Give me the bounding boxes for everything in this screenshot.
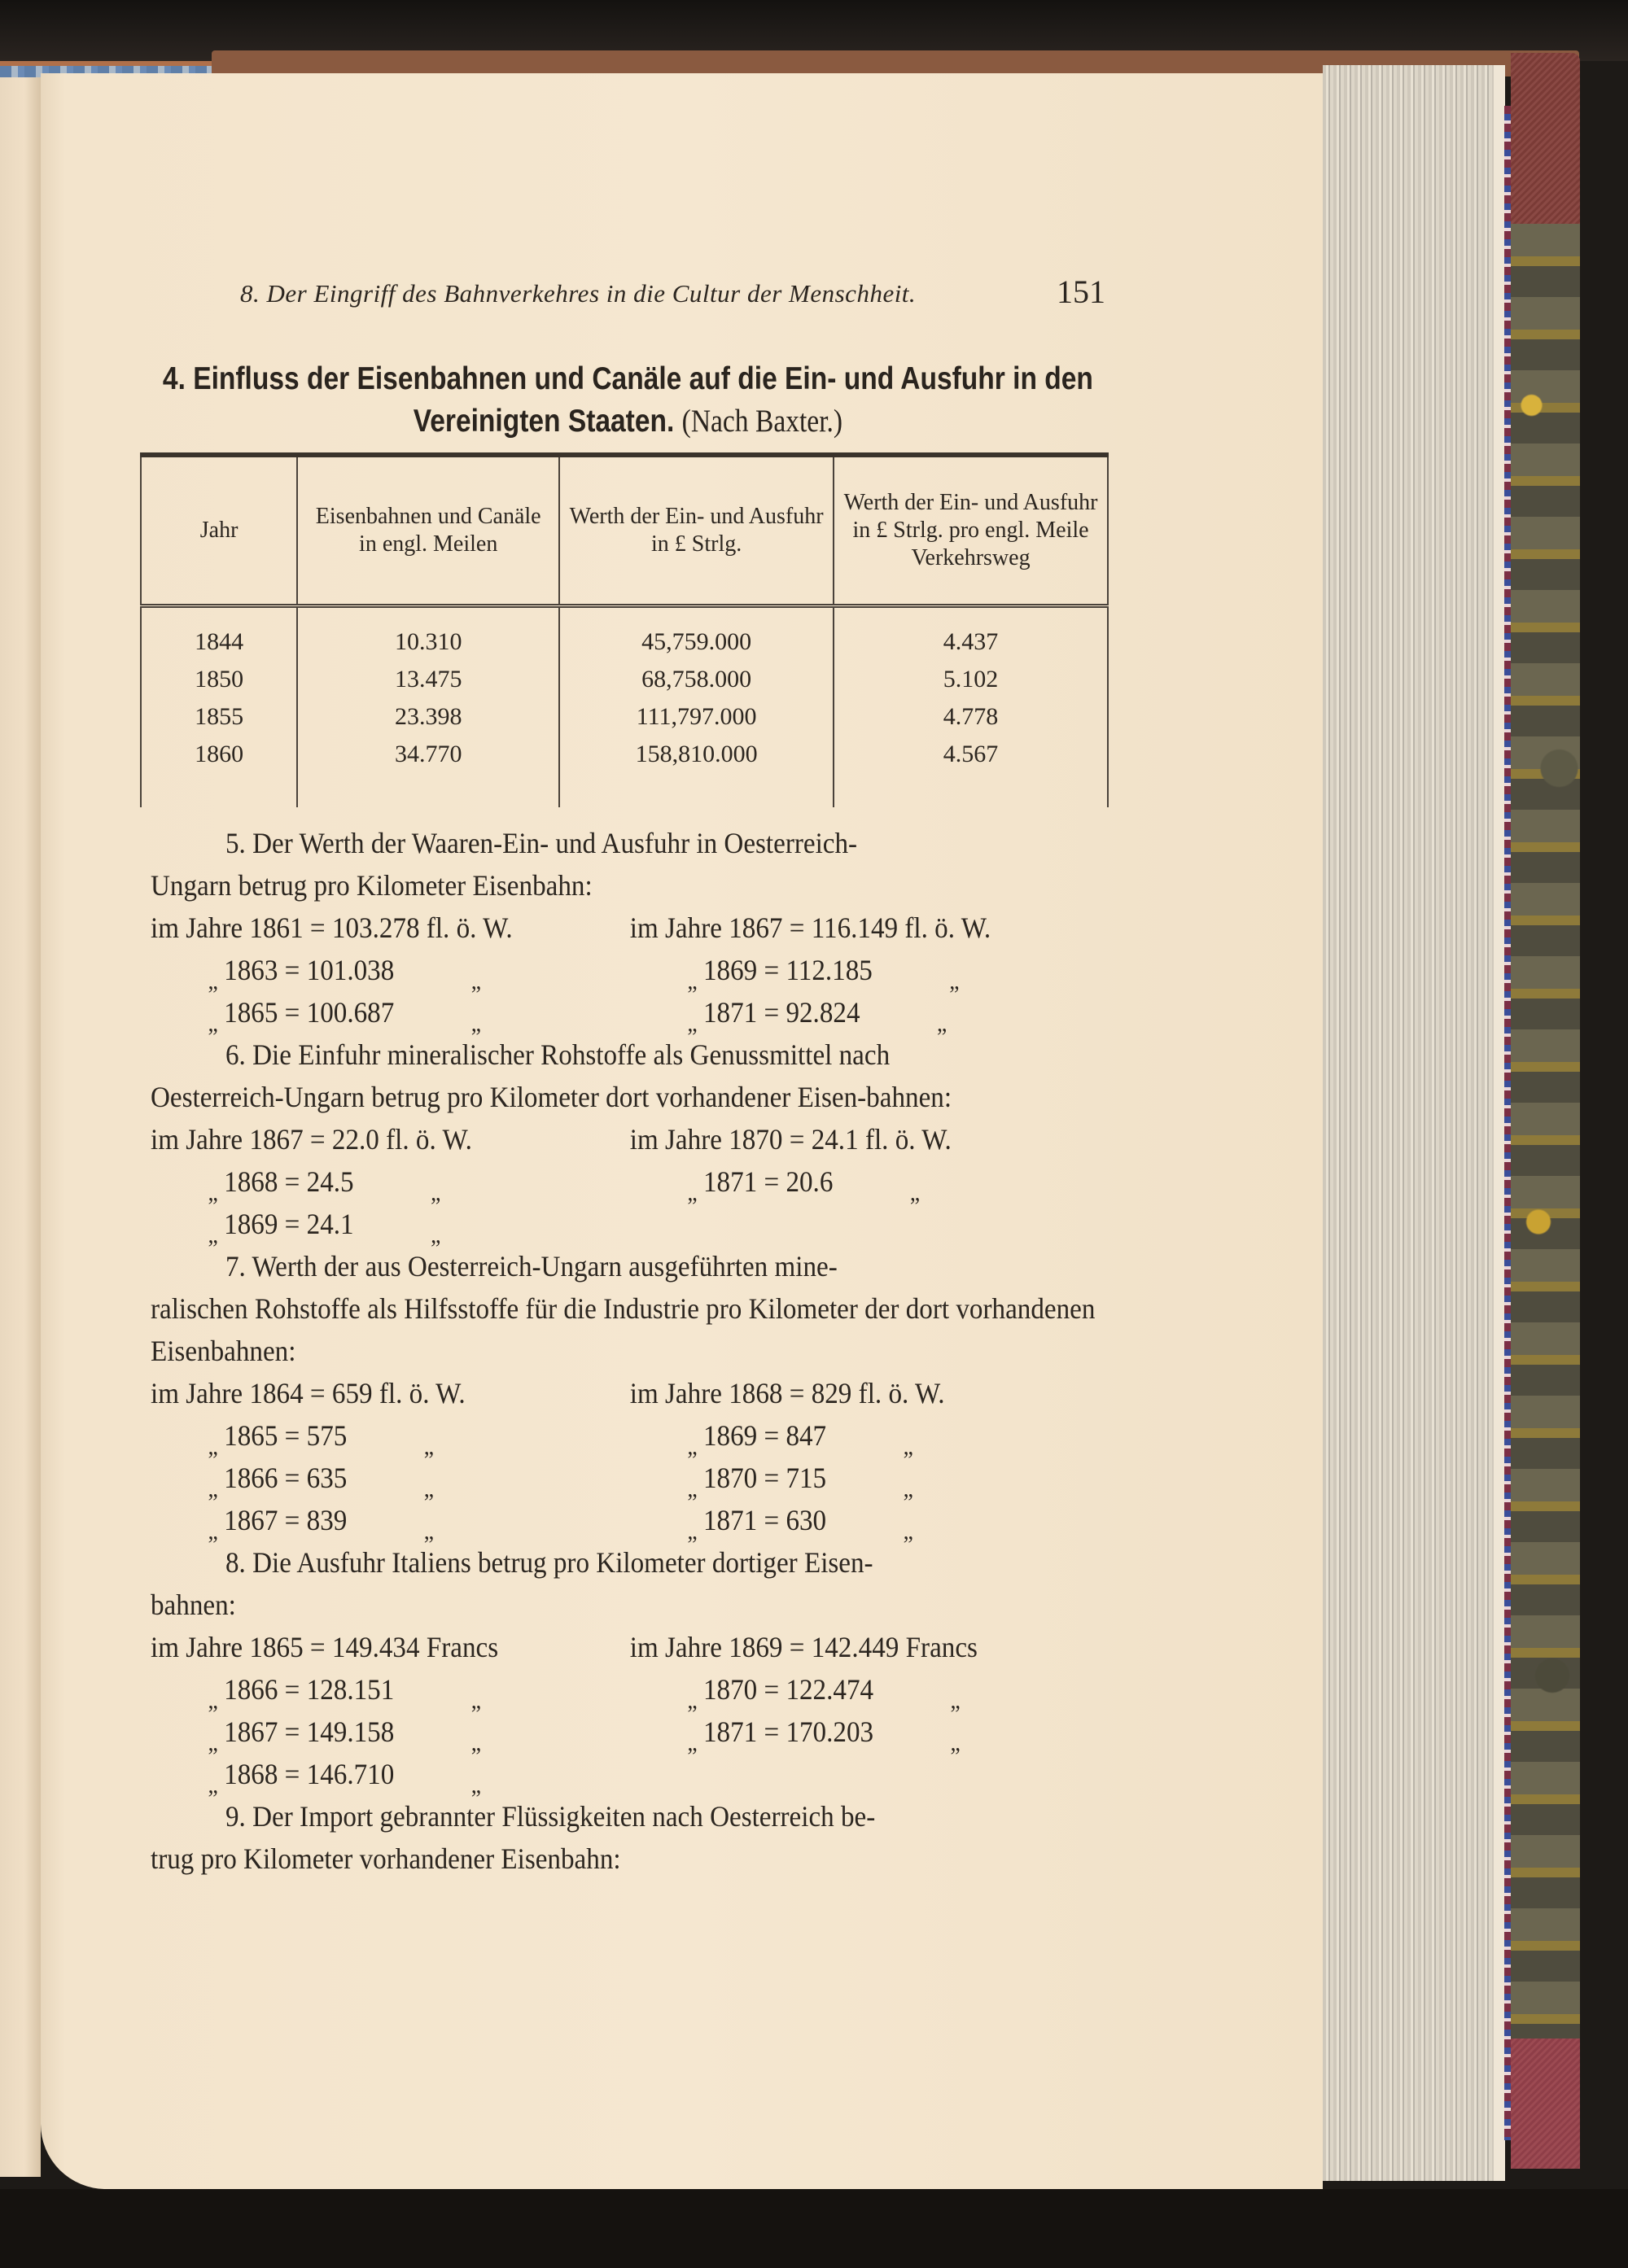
ditto-mark: „ <box>208 1518 218 1545</box>
value-row <box>151 1711 1124 1756</box>
entry-prefix: im Jahre <box>151 911 243 944</box>
value-entry-left <box>151 1753 630 1798</box>
entry-value: 1868 = 829 <box>729 1377 852 1409</box>
table-row <box>141 606 1108 662</box>
cell-trade-value: 68,758.000 <box>559 661 834 698</box>
value-entry-right <box>630 1118 1109 1160</box>
value-entry-left <box>151 949 630 994</box>
section-4-title-bold: 4. Einfluss der Eisenbahnen und Canäle auf die Ein- und Ausfuhr in den Vereinigten Staaten. <box>162 361 1093 439</box>
ditto-mark: „ <box>208 1475 218 1502</box>
value-entry-left <box>151 1118 630 1160</box>
ditto-mark: „ <box>950 1687 961 1714</box>
body-text <box>151 822 1124 1880</box>
cell-miles: 34.770 <box>297 736 559 773</box>
section-4-title <box>145 358 1111 443</box>
section-9-intro-cont: trug pro Kilometer vorhandener Eisenbahn: <box>151 1842 621 1875</box>
entry-prefix: im Jahre <box>629 1631 722 1663</box>
ditto-mark: „ <box>687 1010 698 1037</box>
ditto-mark: „ <box>687 1518 698 1545</box>
entry-value: 1865 = 100.687 <box>224 996 395 1029</box>
value-entry-right <box>630 1626 1109 1668</box>
column-header-trade-value: Werth der Ein- und Ausfuhr in £ Strlg. <box>559 455 834 606</box>
table-surface <box>0 2189 1628 2268</box>
ditto-mark: „ <box>949 968 960 994</box>
ditto-mark: „ <box>423 1518 435 1545</box>
section-7-intro: 7. Werth der aus Oesterreich-Ungarn ausgeführten mine- <box>225 1250 838 1283</box>
section-6-intro: 6. Die Einfuhr mineralischer Rohstoffe als Genussmittel nach <box>225 1038 891 1071</box>
entry-value: 1867 = 22.0 <box>249 1123 379 1156</box>
entry-value: 1868 = 24.5 <box>224 1165 354 1198</box>
value-row <box>151 1203 1124 1248</box>
table-spacer-row <box>141 773 1108 807</box>
column-header-value-per-mile: Werth der Ein- und Ausfuhr in £ Strlg. pro engl. Meile Verkehrsweg <box>834 455 1108 606</box>
value-entry-right <box>630 1499 1109 1545</box>
value-entry-right <box>630 991 1109 1037</box>
value-entry-left <box>151 991 630 1037</box>
section-4-title-source: (Nach Baxter.) <box>681 404 843 439</box>
ditto-mark: „ <box>903 1518 913 1545</box>
section-5-intro-cont: Ungarn betrug pro Kilometer Eisenbahn: <box>151 869 593 902</box>
cover-marbled-board <box>1511 224 1580 2039</box>
ditto-mark: „ <box>208 1687 218 1714</box>
page-number: 151 <box>1057 273 1105 310</box>
entry-unit: fl. ö. W. <box>858 1377 945 1409</box>
ditto-mark: „ <box>950 1729 961 1756</box>
cover-leather-corner-bottom <box>1511 2039 1580 2169</box>
entry-value: 1861 = 103.278 <box>249 911 420 944</box>
entry-value: 1869 = 847 <box>702 1419 827 1452</box>
ditto-mark: „ <box>470 1772 482 1798</box>
section-8-intro-cont: bahnen: <box>151 1588 236 1621</box>
section-5-values <box>151 907 1124 1037</box>
ditto-mark: „ <box>423 1433 435 1460</box>
entry-value: 1869 = 112.185 <box>702 954 873 986</box>
cell-year: 1844 <box>141 606 297 662</box>
page-block-edges <box>1323 65 1505 2181</box>
value-entry-right <box>630 907 1109 949</box>
entry-unit: Francs <box>426 1631 499 1663</box>
marbled-endpaper-edge <box>1504 106 1511 2140</box>
value-entry-right <box>630 1372 1109 1414</box>
us-railways-trade-table <box>140 452 1109 807</box>
value-row <box>151 1160 1124 1206</box>
cell-miles: 13.475 <box>297 661 559 698</box>
section-7-values <box>151 1372 1124 1545</box>
entry-value: 1866 = 635 <box>224 1462 348 1494</box>
entry-value: 1865 = 575 <box>224 1419 348 1452</box>
value-row <box>151 1668 1124 1714</box>
entry-value: 1866 = 128.151 <box>224 1673 395 1706</box>
value-entry-right <box>630 1414 1109 1460</box>
section-6-values <box>151 1118 1124 1248</box>
ditto-mark: „ <box>687 968 698 994</box>
ditto-mark: „ <box>687 1687 698 1714</box>
ditto-mark: „ <box>687 1433 698 1460</box>
value-row <box>151 949 1124 994</box>
value-row <box>151 1626 1124 1668</box>
value-row <box>151 991 1124 1037</box>
running-head: 8. Der Eingriff des Bahnverkehres in die Cultur der Menschheit. <box>240 279 917 308</box>
table-row <box>141 698 1108 736</box>
section-7-intro-cont: ralischen Rohstoffe als Hilfsstoffe für die Industrie pro Kilometer der dort vorhandenen Eisenbahnen: <box>151 1292 1096 1367</box>
ditto-mark: „ <box>423 1475 435 1502</box>
cell-miles: 23.398 <box>297 698 559 736</box>
section-6-intro-cont: Oesterreich-Ungarn betrug pro Kilometer dort vorhandener Eisen-bahnen: <box>151 1081 952 1113</box>
spacer-cell <box>297 773 559 807</box>
ditto-mark: „ <box>431 1179 441 1206</box>
value-row <box>151 1372 1124 1414</box>
entry-prefix: im Jahre <box>151 1631 243 1663</box>
ditto-mark: „ <box>208 1772 218 1798</box>
entry-prefix: im Jahre <box>629 911 722 944</box>
section-9-intro: 9. Der Import gebrannter Flüssigkeiten nach Oesterreich be- <box>225 1800 876 1833</box>
value-row <box>151 907 1124 949</box>
entry-value: 1871 = 170.203 <box>702 1715 874 1748</box>
section-5-intro: 5. Der Werth der Waaren-Ein- und Ausfuhr in Oesterreich- <box>225 827 858 859</box>
column-header-miles: Eisenbahnen und Canäle in engl. Meilen <box>297 455 559 606</box>
cell-value-per-mile: 4.567 <box>834 736 1108 773</box>
entry-unit: fl. ö. W. <box>386 1123 472 1156</box>
cell-value-per-mile: 4.778 <box>834 698 1108 736</box>
table-header-row <box>141 455 1108 606</box>
cell-trade-value: 158,810.000 <box>559 736 834 773</box>
ditto-mark: „ <box>208 1010 218 1037</box>
entry-value: 1871 = 92.824 <box>702 996 860 1029</box>
ditto-mark: „ <box>903 1475 913 1502</box>
value-entry-left <box>151 1626 630 1668</box>
left-page-edge <box>0 77 41 2177</box>
ditto-mark: „ <box>687 1179 698 1206</box>
value-entry-left <box>151 1160 630 1206</box>
cell-value-per-mile: 4.437 <box>834 606 1108 662</box>
cell-year: 1855 <box>141 698 297 736</box>
ditto-mark: „ <box>470 1687 482 1714</box>
entry-unit: fl. ö. W. <box>379 1377 466 1409</box>
cover-leather-corner-top <box>1511 53 1580 224</box>
value-entry-left <box>151 1457 630 1502</box>
entry-unit: Francs <box>905 1631 978 1663</box>
ditto-mark: „ <box>208 1729 218 1756</box>
value-row <box>151 1753 1124 1798</box>
entry-unit: fl. ö. W. <box>904 911 991 944</box>
ditto-mark: „ <box>208 968 218 994</box>
ditto-mark: „ <box>936 1010 947 1037</box>
entry-unit: fl. ö. W. <box>864 1123 952 1156</box>
entry-prefix: im Jahre <box>629 1377 722 1409</box>
ditto-mark: „ <box>903 1433 913 1460</box>
value-row <box>151 1414 1124 1460</box>
ditto-mark: „ <box>687 1475 698 1502</box>
spacer-cell <box>559 773 834 807</box>
value-entry-left <box>151 1499 630 1545</box>
value-entry-left <box>151 1203 630 1248</box>
entry-value: 1869 = 142.449 <box>729 1631 899 1663</box>
entry-value: 1871 = 20.6 <box>702 1165 834 1198</box>
spacer-cell <box>141 773 297 807</box>
entry-value: 1871 = 630 <box>702 1504 827 1536</box>
cell-trade-value: 45,759.000 <box>559 606 834 662</box>
entry-value: 1869 = 24.1 <box>224 1208 354 1240</box>
value-entry-left <box>151 1414 630 1460</box>
entry-value: 1864 = 659 <box>249 1377 373 1409</box>
entry-prefix: im Jahre <box>151 1123 243 1156</box>
entry-value: 1865 = 149.434 <box>249 1631 420 1663</box>
cell-year: 1860 <box>141 736 297 773</box>
value-entry-left <box>151 907 630 949</box>
table-row <box>141 661 1108 698</box>
entry-value: 1870 = 715 <box>702 1462 827 1494</box>
entry-value: 1867 = 839 <box>224 1504 348 1536</box>
value-entry-right <box>630 949 1109 994</box>
ditto-mark: „ <box>208 1433 218 1460</box>
entry-prefix: im Jahre <box>629 1123 722 1156</box>
ditto-mark: „ <box>470 968 482 994</box>
cell-miles: 10.310 <box>297 606 559 662</box>
value-entry-left <box>151 1711 630 1756</box>
value-entry-right <box>630 1711 1109 1756</box>
value-entry-right <box>630 1160 1109 1206</box>
ditto-mark: „ <box>208 1221 218 1248</box>
value-entry-left <box>151 1372 630 1414</box>
section-8-values <box>151 1626 1124 1798</box>
cell-value-per-mile: 5.102 <box>834 661 1108 698</box>
entry-unit: fl. ö. W. <box>426 911 513 944</box>
value-row <box>151 1457 1124 1502</box>
entry-value: 1870 = 122.474 <box>702 1673 874 1706</box>
table-row <box>141 736 1108 773</box>
value-entry-left <box>151 1668 630 1714</box>
spacer-cell <box>834 773 1108 807</box>
value-row <box>151 1499 1124 1545</box>
cell-year: 1850 <box>141 661 297 698</box>
ditto-mark: „ <box>470 1010 482 1037</box>
column-header-year: Jahr <box>141 455 297 606</box>
ditto-mark: „ <box>470 1729 482 1756</box>
ditto-mark: „ <box>208 1179 218 1206</box>
ditto-mark: „ <box>687 1729 698 1756</box>
ditto-mark: „ <box>431 1221 441 1248</box>
entry-value: 1863 = 101.038 <box>224 954 395 986</box>
entry-prefix: im Jahre <box>151 1377 243 1409</box>
entry-value: 1867 = 116.149 <box>729 911 899 944</box>
entry-value: 1867 = 149.158 <box>224 1715 395 1748</box>
value-row <box>151 1118 1124 1160</box>
entry-value: 1870 = 24.1 <box>729 1123 859 1156</box>
section-8-intro: 8. Die Ausfuhr Italiens betrug pro Kilometer dortiger Eisen- <box>225 1546 873 1579</box>
cell-trade-value: 111,797.000 <box>559 698 834 736</box>
ditto-mark: „ <box>909 1179 921 1206</box>
value-entry-right <box>630 1457 1109 1502</box>
entry-value: 1868 = 146.710 <box>224 1758 395 1790</box>
value-entry-right <box>630 1668 1109 1714</box>
